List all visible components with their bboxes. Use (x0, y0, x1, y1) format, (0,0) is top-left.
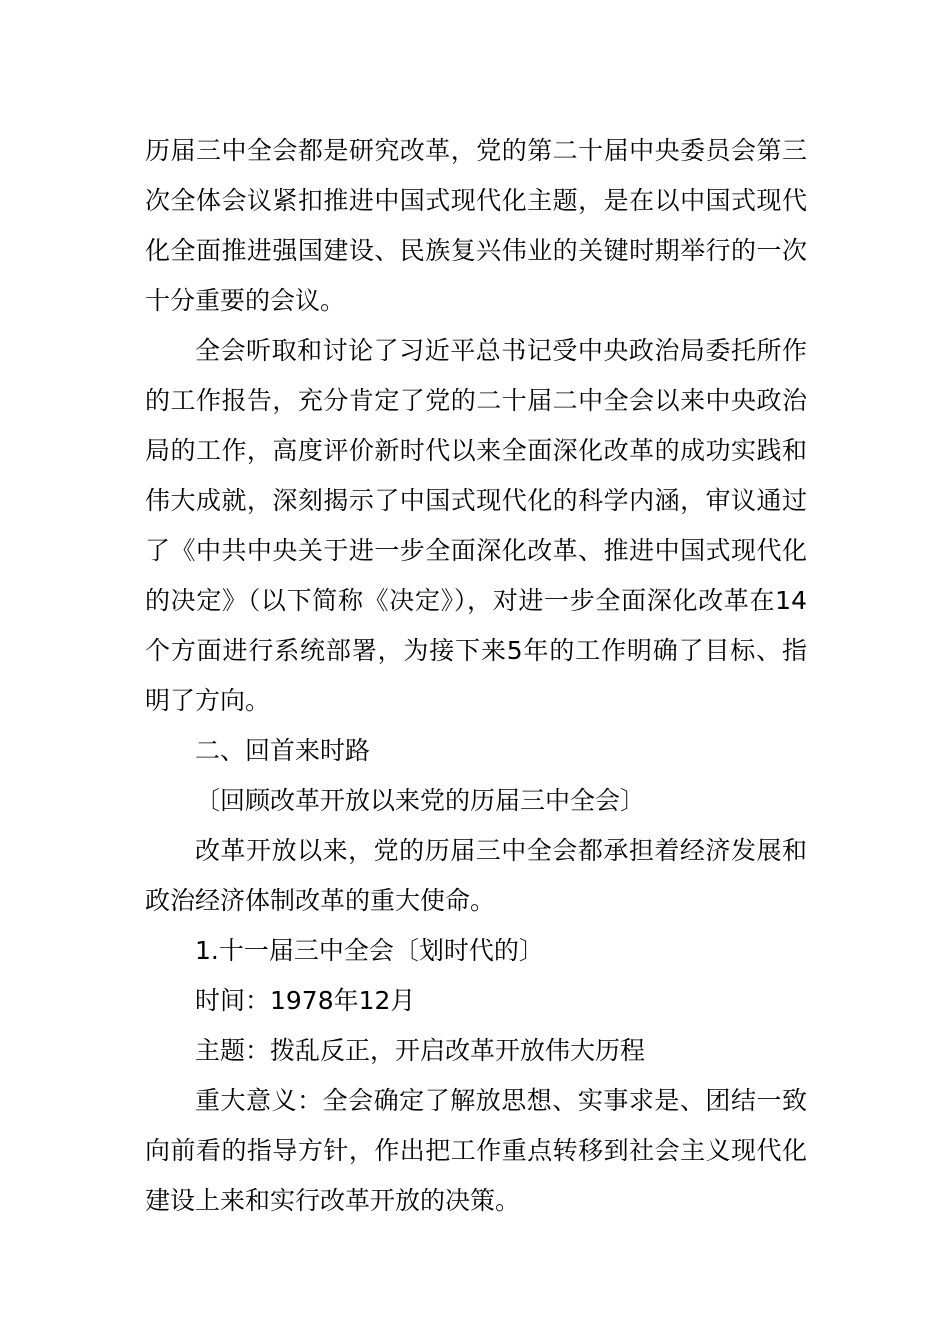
item-time: 时间：1978年12月 (195, 986, 416, 1015)
item-theme: 主题：拨乱反正，开启改革开放伟大历程 (195, 1036, 646, 1065)
item-significance: 重大意义：全会确定了解放思想、实事求是、团结一致向前看的指导方针，作出把工作重点转移到社会主义现代化建设上来和实行改革开放的决策。 (145, 1086, 807, 1215)
document-body (145, 126, 807, 1226)
section-heading: 二、回首来时路 (195, 736, 371, 765)
section-subtitle: 〔回顾改革开放以来党的历届三中全会〕 (195, 786, 646, 815)
paragraph-plenum-summary: 全会听取和讨论了习近平总书记受中央政治局委托所作的工作报告，充分肯定了党的二十届二中全会以来中央政治局的工作，高度评价新时代以来全面深化改革的成功实践和伟大成就，深刻揭示了中国式现代化的科学内涵，审议通过了《中共中央关于进一步全面深化改革、推进中国式现代化的决定》（以下简称《决定》），对进一步全面深化改革在14个方面进行系统部署，为接下来5年的工作明确了目标、指明了方向。 (145, 336, 807, 715)
paragraph-intro-continuation: 历届三中全会都是研究改革，党的第二十届中央委员会第三次全体会议紧扣推进中国式现代化主题，是在以中国式现代化全面推进强国建设、民族复兴伟业的关键时期举行的一次十分重要的会议。 (145, 136, 807, 315)
paragraph-reform-mission: 改革开放以来，党的历届三中全会都承担着经济发展和政治经济体制改革的重大使命。 (145, 836, 807, 915)
item-heading: 1.十一届三中全会〔划时代的〕 (195, 936, 544, 965)
